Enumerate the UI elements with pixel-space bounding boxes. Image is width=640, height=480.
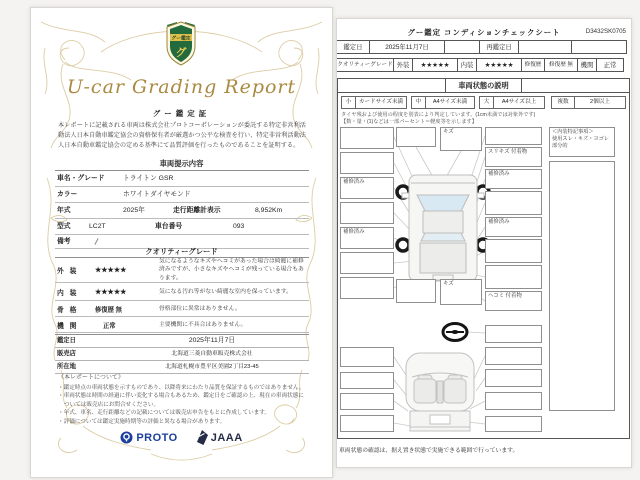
table-row	[55, 283, 309, 301]
callout-box-scratch: キズ	[440, 127, 482, 151]
steering-wheel-icon	[443, 324, 467, 341]
condition-section-title: 車両状態の説明	[338, 79, 629, 93]
callout-box	[340, 252, 394, 274]
exterior-stars: ★★★★★	[95, 267, 127, 274]
truck-bed	[420, 243, 466, 273]
interior-label-cell: 内装	[457, 58, 477, 72]
seat-right	[444, 379, 466, 403]
table-row	[55, 317, 309, 333]
callout-box	[485, 325, 542, 343]
legend-large-value: A4サイズ以上	[493, 96, 545, 109]
mech-value-cell: 正常	[596, 58, 624, 72]
callout-box	[485, 239, 542, 263]
year-label: 年式	[57, 207, 71, 214]
callout-box	[340, 415, 394, 432]
mechanical-desc: 主要機関に不具合はありません。	[159, 321, 247, 328]
legend-large-label: 大	[479, 96, 494, 109]
legend-medium-label: 中	[411, 96, 426, 109]
interior-remarks-title: ＜内装特記事項＞	[552, 129, 594, 135]
appraisal-date-label: 鑑定日	[57, 337, 76, 344]
callout-box	[340, 347, 394, 367]
legend-multi-value: 2個以上	[574, 96, 626, 109]
vin-value: 093	[233, 223, 245, 230]
windshield	[417, 195, 469, 211]
table-row	[55, 171, 309, 187]
wheel-icon	[397, 239, 409, 251]
slash-mark	[94, 238, 98, 245]
sheet-bottom-note: 車両状態の確認は、据え置き状態で実施できる範囲で行っています。	[339, 448, 519, 454]
jaaa-logo-text: JAAA	[210, 431, 243, 444]
frame-desc: 骨格部位に異常はありません。	[159, 305, 241, 312]
car-front-view-diagram	[406, 353, 474, 431]
appraisal-date-value: 2025年11月7日	[188, 337, 236, 344]
vin-label: 車台番号	[155, 223, 183, 230]
callout-box	[340, 127, 394, 149]
car-top-view-diagram	[397, 175, 489, 281]
appraisal-date-row	[337, 40, 627, 54]
license-plate	[430, 415, 450, 424]
footer-logos	[31, 430, 332, 445]
repair-value-cell: 修復歴 無	[544, 58, 578, 72]
footnote-line: ・車両状態は時間の経過に伴い変化する場合もあるため、鑑定日をご確認の上、現在の車両状態については販売店にお問合せください。	[58, 393, 304, 408]
callout-box-repaired: 補修済み	[485, 217, 542, 237]
callout-box-deposit: スリキズ 付着物	[485, 147, 542, 167]
quality-grade-table	[55, 257, 309, 333]
roof	[423, 211, 463, 233]
empty-cell	[571, 40, 627, 54]
frame-label: 骨 格	[57, 306, 79, 314]
interior-remarks-body: 使用スレ・キズ・ヨゴレ 部分的	[552, 135, 609, 149]
address-value: 北海道札幌市豊平区美園2丁目23-45	[165, 364, 259, 370]
callout-box-repaired: 補修済み	[340, 227, 394, 249]
vehicle-info-table	[55, 170, 309, 249]
repair-label-cell: 修復歴	[521, 58, 545, 72]
legend-note-2: 【数・量・(1)などは一部パーセント＝軽度等を示します】	[341, 119, 477, 125]
remarks-label: 備考	[57, 238, 71, 245]
certificate-intro-text: 本レポートに記載される車両は株式会社プロトコーポレーションが委託する特定非営利活動法人日本自動車鑑定協会の資格保有者が厳選かつ公平な検査を行い、特定非営利活動法人日本自動車鑑定協会の定める基準にて品質評価を行ったものであることを証明する。	[58, 122, 306, 149]
jaaa-mark-icon	[196, 430, 208, 445]
model-value: LC2T	[89, 223, 106, 230]
proto-mark-icon	[120, 431, 133, 444]
exterior-desc: 気になるようなキズやヘコミがあった場合は綺麗に補修済みですが、小さなキズやヘコミが残っている場合もあります。	[159, 258, 304, 282]
color-value: ホワイトダイヤモンド	[123, 191, 191, 198]
report-footnotes	[58, 374, 308, 426]
callout-box	[340, 393, 394, 410]
condition-check-sheet-page	[336, 18, 632, 468]
callout-box	[485, 347, 542, 365]
interior-label: 内 装	[57, 289, 79, 297]
date-label-cell: 鑑定日	[336, 40, 370, 54]
redate-value-cell	[518, 40, 572, 54]
exterior-label: 外 装	[57, 268, 79, 275]
mech-label-cell: 機関	[577, 58, 597, 72]
seat-left	[414, 379, 436, 403]
mechanical-label: 機 関	[57, 322, 79, 330]
callout-box	[340, 372, 394, 389]
table-row	[55, 348, 309, 361]
remarks-tall-box	[549, 161, 615, 411]
year-value: 2025年	[123, 207, 145, 214]
vehicle-section-title: 車両提示内容	[159, 159, 204, 168]
dealer-value: 北海道三菱自動車販売株式会社	[171, 351, 253, 357]
interior-remarks-box	[549, 127, 615, 157]
jaaa-logo	[196, 430, 243, 445]
name-label: 車名・グレード	[57, 175, 105, 182]
address-label: 所在地	[57, 363, 76, 370]
callout-box	[340, 152, 394, 174]
interior-desc: 気になる汚れ等がない綺麗な室内を保っています。	[159, 288, 292, 295]
callout-box-repaired: 補修済み	[340, 177, 394, 199]
table-row	[55, 335, 309, 348]
interior-stars-cell: ★★★★★	[476, 58, 522, 72]
callout-box	[485, 392, 542, 410]
exterior-stars-cell: ★★★★★	[412, 58, 458, 72]
callout-box	[340, 202, 394, 224]
legend-medium-value: A4サイズ未満	[425, 96, 475, 109]
footnotes-title: 《本レポートについて》	[58, 375, 124, 381]
table-row	[55, 361, 309, 374]
callout-box-dent: ヘコミ 付着物	[485, 291, 542, 311]
quality-grade-row	[337, 58, 624, 72]
qg-label-cell: クオリティーグレード	[336, 58, 394, 72]
legend-note-1: タイヤ残および使用の程度を別表により判定しています。(1cm未満では対象外です)	[341, 112, 536, 118]
rear-window	[421, 233, 465, 241]
center-console	[437, 381, 443, 403]
sheet-title: グー鑑定 コンディションチェックシート	[407, 28, 561, 37]
date-value-cell: 2025年11月7日	[369, 40, 445, 54]
quality-section-title: クオリティーグレード	[145, 247, 218, 256]
report-title: U-car Grading Report	[66, 76, 297, 98]
redate-label-cell: 再鑑定日	[479, 40, 519, 54]
callout-box	[485, 416, 542, 432]
empty-cell	[444, 40, 480, 54]
vehicle-condition-panel	[337, 78, 630, 439]
callout-box	[396, 279, 436, 303]
exterior-label-cell: 外装	[393, 58, 413, 72]
callout-box-repaired: 補修済み	[485, 169, 542, 189]
table-row	[55, 187, 309, 203]
callout-box	[485, 127, 542, 145]
crest-banner-text: グー鑑定	[171, 36, 191, 42]
color-label: カラー	[57, 191, 78, 198]
frame-grade: 修復歴 無	[95, 306, 122, 313]
callout-box	[485, 191, 542, 215]
footnote-line: ・評価については鑑定実施時期等の評価と異なる場合があります。	[58, 418, 226, 425]
footnote-line: ・鑑定時点の車両状態を示すものであり、以降将来にわたり品質を保証するものではありません。	[58, 385, 305, 391]
callout-box	[396, 127, 436, 147]
callout-box	[485, 369, 542, 387]
interior-stars: ★★★★★	[95, 288, 127, 296]
callout-box	[340, 277, 394, 299]
legend-small-label: 小	[341, 96, 356, 109]
odometer-value: 8,952Km	[255, 207, 283, 214]
table-row	[55, 258, 309, 283]
meta-table	[55, 334, 309, 374]
callout-box-scratch: キズ	[440, 279, 482, 305]
odometer-label: 走行距離計表示	[173, 207, 221, 214]
footnote-line: ・年式、車名、走行距離などの記載については販売店申告をもとに作成しています。	[58, 410, 271, 417]
legend-multi-label: 複数	[551, 96, 575, 109]
grading-report-page	[30, 7, 333, 478]
model-label: 型式	[57, 223, 71, 230]
proto-logo	[120, 431, 177, 444]
table-row	[55, 203, 309, 219]
certificate-label: グー鑑定証	[152, 109, 211, 118]
table-row	[55, 219, 309, 235]
name-value: トライトン GSR	[123, 175, 174, 182]
dealer-label: 販売店	[57, 350, 76, 357]
crest-monogram: グ	[175, 47, 187, 59]
proto-logo-text: PROTO	[136, 431, 178, 444]
sheet-serial-number: D3432SK0705	[585, 28, 626, 35]
callout-box	[485, 265, 542, 289]
goo-crest-icon	[164, 20, 198, 66]
legend-small-value: カードサイズ未満	[355, 96, 407, 109]
table-row	[55, 301, 309, 317]
mechanical-grade: 正常	[103, 322, 116, 329]
